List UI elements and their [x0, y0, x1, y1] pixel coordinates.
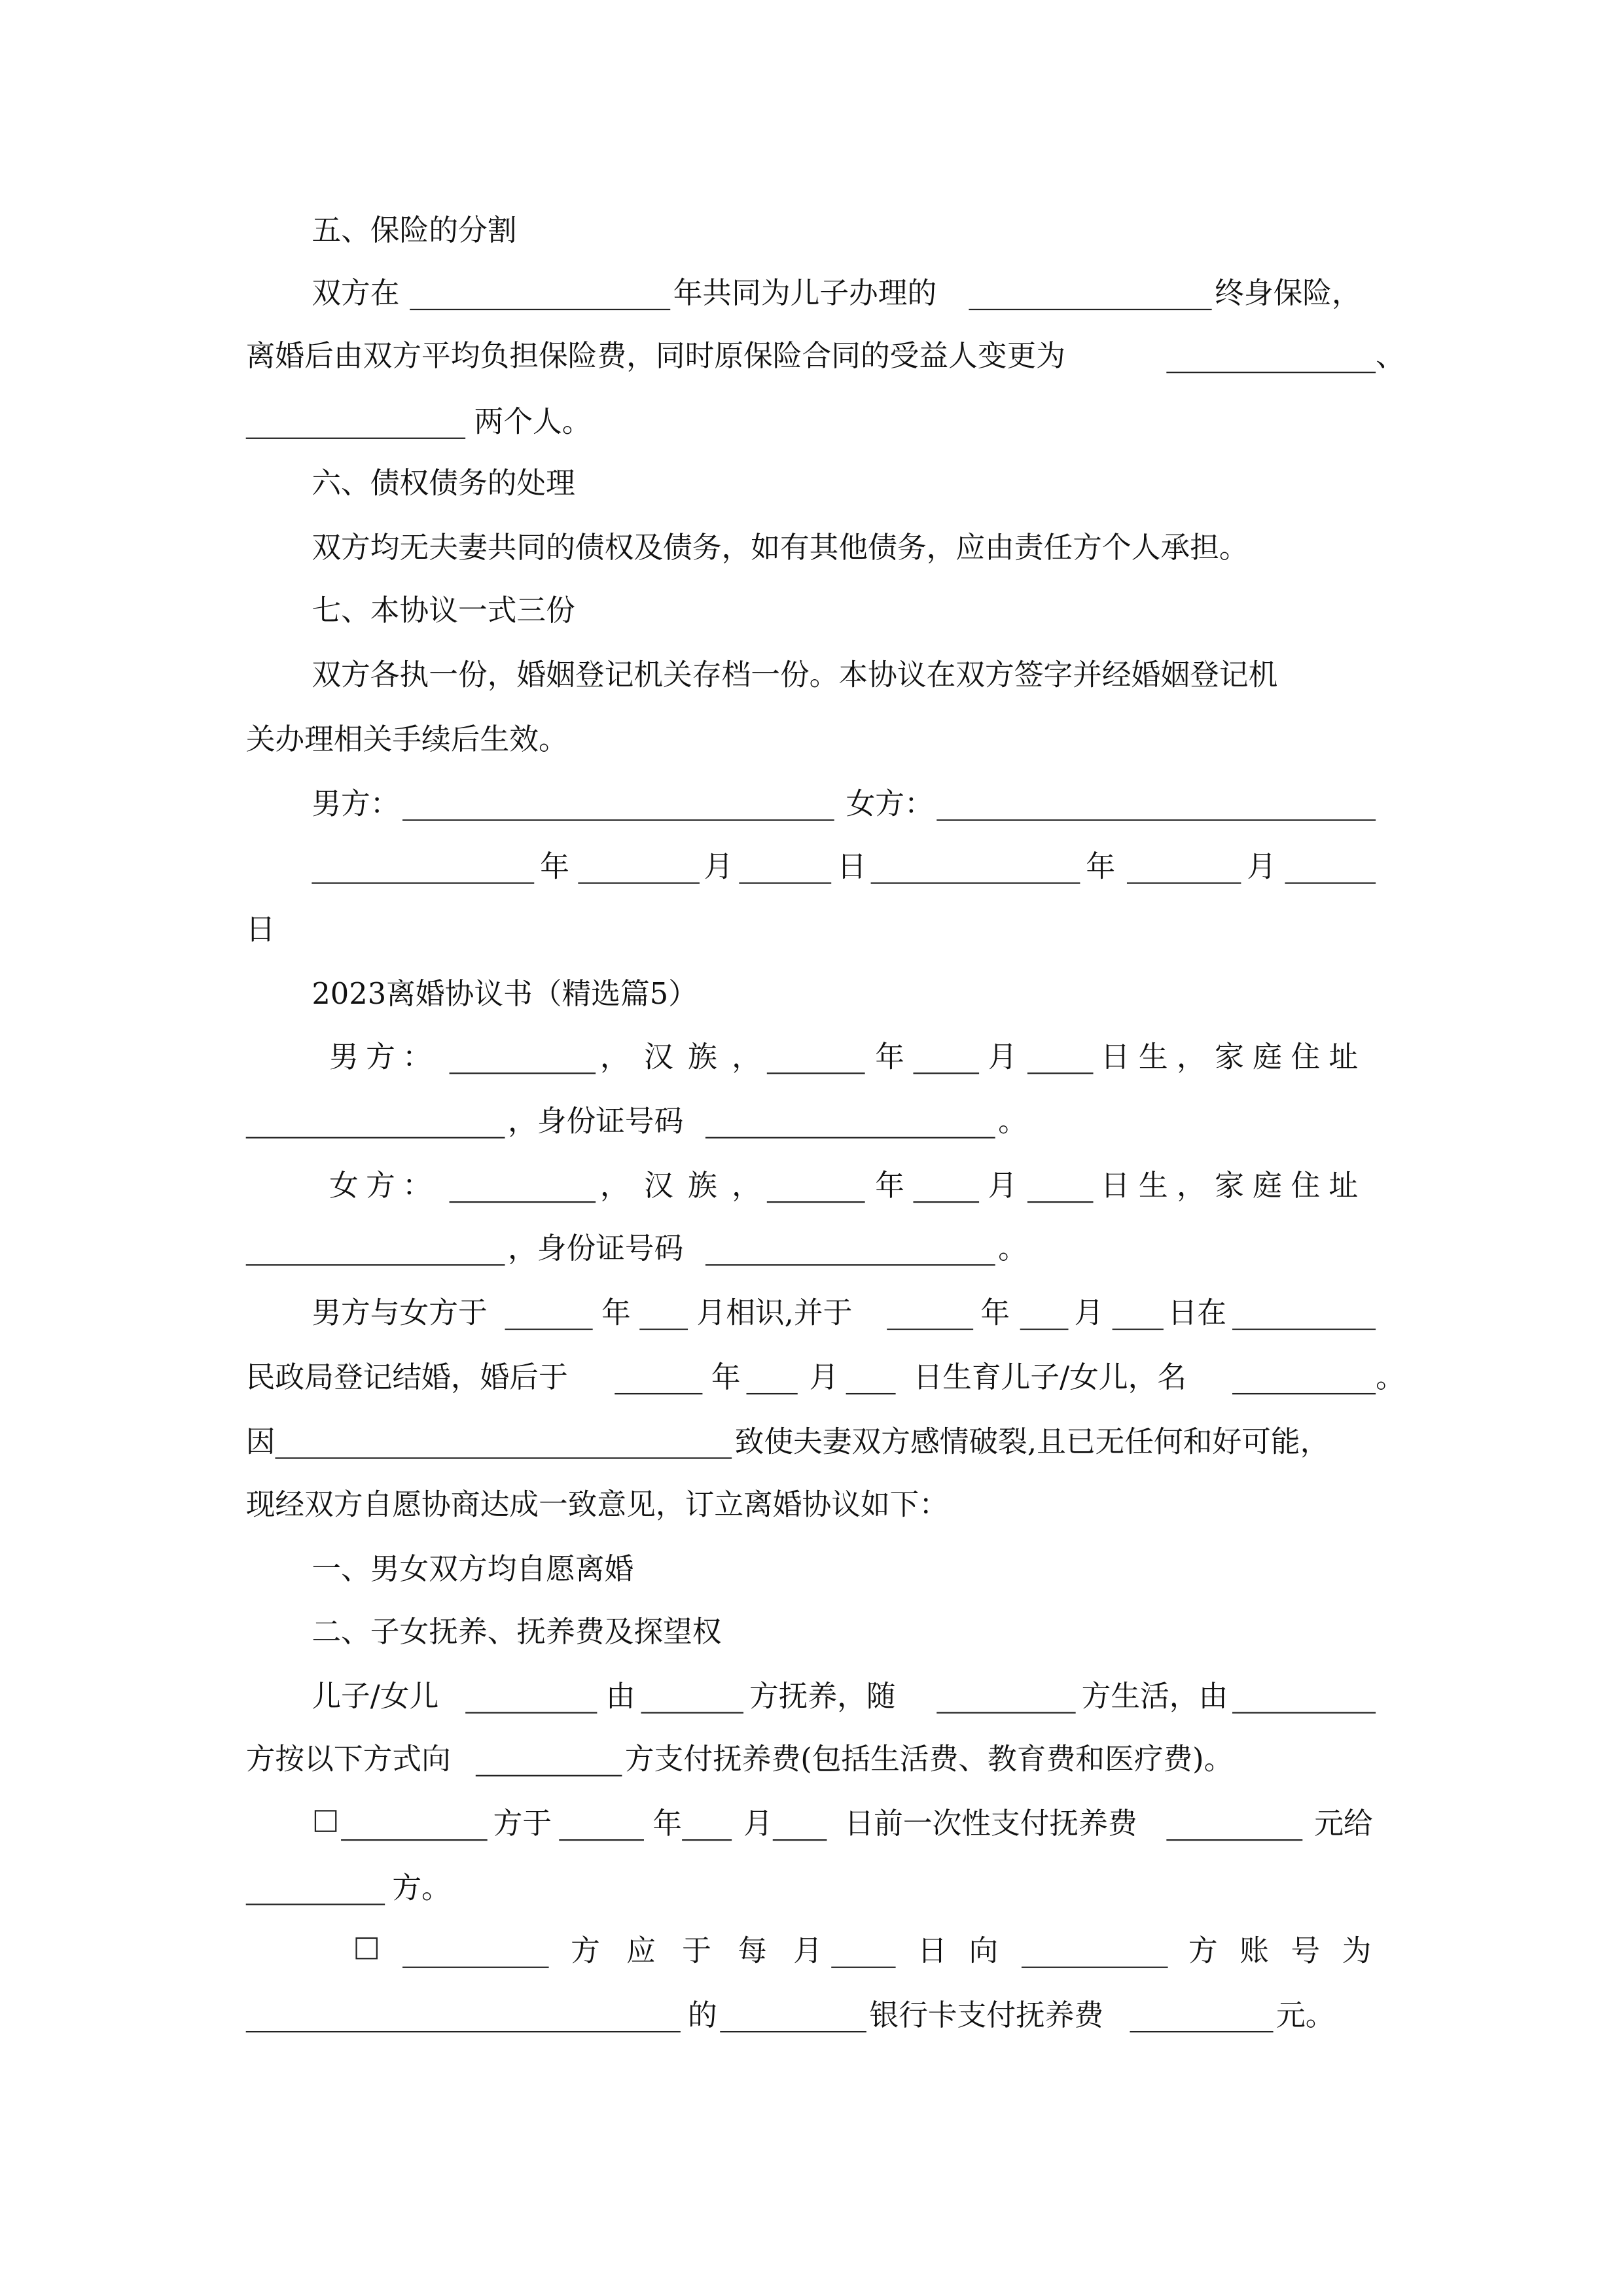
- amount-field[interactable]: [1130, 1996, 1273, 2032]
- account-number-field[interactable]: [246, 1996, 681, 2032]
- blank-field[interactable]: [1232, 1677, 1376, 1714]
- text: 日: [245, 911, 276, 947]
- text: 儿子/女儿: [312, 1678, 439, 1714]
- text: 元。: [1276, 1997, 1335, 2033]
- text: 。: [1376, 1359, 1405, 1395]
- blank-field[interactable]: [639, 1294, 688, 1330]
- blank-field[interactable]: [402, 1932, 549, 1968]
- text: 年: [875, 1038, 905, 1074]
- blank-field[interactable]: [739, 847, 831, 884]
- blank-field[interactable]: [1166, 336, 1376, 373]
- blank-field[interactable]: [641, 1677, 743, 1714]
- text: ，汉族，: [599, 1038, 776, 1074]
- text: 的: [688, 1997, 717, 2033]
- blank-field[interactable]: [505, 1294, 593, 1330]
- text: 双方在: [312, 275, 400, 311]
- amount-field[interactable]: [1166, 1804, 1302, 1841]
- text: 日生育儿子/女儿，名: [913, 1359, 1187, 1395]
- document-heading: 2023离婚协议书（精选篇5）: [312, 976, 698, 1012]
- section-heading: 五、保险的分割: [312, 212, 517, 247]
- blank-field[interactable]: [773, 1804, 827, 1841]
- blank-field[interactable]: [246, 402, 465, 439]
- text: 男方与女方于: [312, 1295, 488, 1330]
- blank-field[interactable]: [410, 274, 670, 310]
- text: 日在: [1168, 1295, 1227, 1330]
- text: 两个人。: [474, 404, 592, 439]
- text: 年: [1086, 849, 1116, 884]
- label: 男方：: [329, 1038, 439, 1074]
- text: 元给: [1314, 1805, 1373, 1841]
- text: 月: [1247, 849, 1277, 884]
- text: 月: [743, 1805, 773, 1841]
- id-number-field[interactable]: [705, 1102, 995, 1139]
- text: 因: [245, 1423, 276, 1459]
- blank-field[interactable]: [936, 1677, 1075, 1714]
- text: 民政局登记结婚，婚后于: [245, 1359, 568, 1395]
- section-heading: 一、男女双方均自愿离婚: [312, 1551, 634, 1587]
- text: 方账号为: [1188, 1933, 1393, 1968]
- blank-field[interactable]: [465, 1677, 597, 1714]
- text: 方。: [392, 1869, 451, 1905]
- text: 方抚养，随: [749, 1678, 896, 1714]
- section-heading: 七、本协议一式三份: [312, 592, 575, 628]
- blank-field[interactable]: [887, 1294, 973, 1330]
- text: 月: [988, 1038, 1018, 1074]
- text: 、: [1376, 338, 1405, 374]
- blank-field[interactable]: [767, 1038, 865, 1074]
- blank-field[interactable]: [1232, 1294, 1376, 1330]
- text: ，身份证号码: [507, 1230, 684, 1266]
- blank-field[interactable]: [476, 1740, 622, 1776]
- blank-field[interactable]: [871, 847, 1080, 884]
- id-number-field[interactable]: [705, 1229, 995, 1265]
- text: 日生，家庭住址: [1100, 1038, 1367, 1074]
- text: 离婚后由双方平均负担保险费，同时原保险合同的受益人变更为: [245, 338, 1066, 374]
- text: 年共同为儿子办理的: [673, 275, 937, 311]
- blank-field[interactable]: [831, 1932, 895, 1968]
- text: 年: [980, 1295, 1010, 1330]
- text: 方应于每月: [571, 1933, 849, 1968]
- text: 月: [1074, 1295, 1104, 1330]
- text: 日生，家庭住址: [1100, 1167, 1367, 1203]
- blank-field[interactable]: [747, 1358, 798, 1394]
- blank-field[interactable]: [969, 274, 1211, 310]
- section-heading: 六、债权债务的处理: [312, 465, 575, 501]
- address-field[interactable]: [246, 1102, 505, 1139]
- text: 关办理相关手续后生效。: [245, 721, 568, 757]
- text: 日: [837, 849, 866, 884]
- text: 月: [988, 1167, 1018, 1203]
- blank-field[interactable]: [1127, 847, 1241, 884]
- blank-field[interactable]: [846, 1358, 896, 1394]
- text: 致使夫妻双方感情破裂,且已无任何和好可能，: [734, 1423, 1330, 1459]
- text: 日前一次性支付抚养费: [844, 1805, 1137, 1841]
- blank-field[interactable]: [1027, 1038, 1094, 1074]
- blank-field[interactable]: [1020, 1294, 1069, 1330]
- text: 年: [540, 849, 569, 884]
- text: ，身份证号码: [507, 1103, 684, 1139]
- text: 方按以下方式向: [245, 1741, 451, 1776]
- blank-field[interactable]: [578, 847, 700, 884]
- text: 方于: [493, 1805, 552, 1841]
- female-signature-field[interactable]: [936, 785, 1376, 821]
- option-checkbox[interactable]: [315, 1810, 337, 1832]
- text: 年: [652, 1805, 683, 1841]
- text: 月相识,并于: [696, 1295, 853, 1330]
- text: 方生活，由: [1081, 1678, 1228, 1714]
- blank-field[interactable]: [913, 1166, 979, 1203]
- blank-field[interactable]: [312, 847, 534, 884]
- text: 双方均无夫妻共同的债权及债务，如有其他债务，应由责任方个人承担。: [312, 529, 1249, 565]
- option-checkbox[interactable]: [355, 1937, 378, 1960]
- label: 男方：: [312, 785, 400, 821]
- blank-field[interactable]: [1027, 1166, 1094, 1203]
- blank-field[interactable]: [767, 1166, 865, 1203]
- blank-field[interactable]: [246, 1869, 385, 1905]
- text: 年: [601, 1295, 631, 1330]
- blank-field[interactable]: [1022, 1932, 1168, 1968]
- text: ，汉族，: [599, 1167, 776, 1203]
- address-field[interactable]: [246, 1229, 505, 1265]
- text: 双方各执一份，婚姻登记机关存档一份。本协议在双方签字并经婚姻登记机: [312, 657, 1278, 692]
- text: 年: [875, 1167, 905, 1203]
- text: 终身保险，: [1215, 275, 1361, 311]
- text: 。: [998, 1103, 1027, 1139]
- blank-field[interactable]: [913, 1038, 979, 1074]
- text: 。: [998, 1230, 1027, 1266]
- text: 月: [704, 849, 734, 884]
- text: 月: [809, 1359, 839, 1395]
- male-signature-field[interactable]: [402, 785, 834, 821]
- blank-field[interactable]: [1285, 847, 1376, 884]
- male-name-field[interactable]: [450, 1038, 596, 1074]
- child-name-field[interactable]: [1232, 1358, 1376, 1394]
- text: 年: [711, 1359, 741, 1395]
- section-heading: 二、子女抚养、抚养费及探望权: [312, 1614, 722, 1650]
- text: 方支付抚养费(包括生活费、教育费和医疗费)。: [624, 1741, 1234, 1776]
- bank-field[interactable]: [720, 1996, 866, 2032]
- text: 银行卡支付抚养费: [869, 1997, 1104, 2033]
- reason-field[interactable]: [275, 1422, 732, 1459]
- blank-field[interactable]: [682, 1804, 732, 1841]
- blank-field[interactable]: [1113, 1294, 1164, 1330]
- text: 日向: [918, 1933, 1020, 1968]
- text: 由: [605, 1678, 635, 1714]
- female-name-field[interactable]: [450, 1166, 596, 1203]
- text: 现经双方自愿协商达成一致意见，订立离婚协议如下：: [245, 1487, 949, 1522]
- label: 女方：: [329, 1167, 439, 1203]
- blank-field[interactable]: [615, 1358, 702, 1394]
- blank-field[interactable]: [341, 1804, 488, 1841]
- blank-field[interactable]: [559, 1804, 644, 1841]
- label: 女方：: [846, 785, 934, 821]
